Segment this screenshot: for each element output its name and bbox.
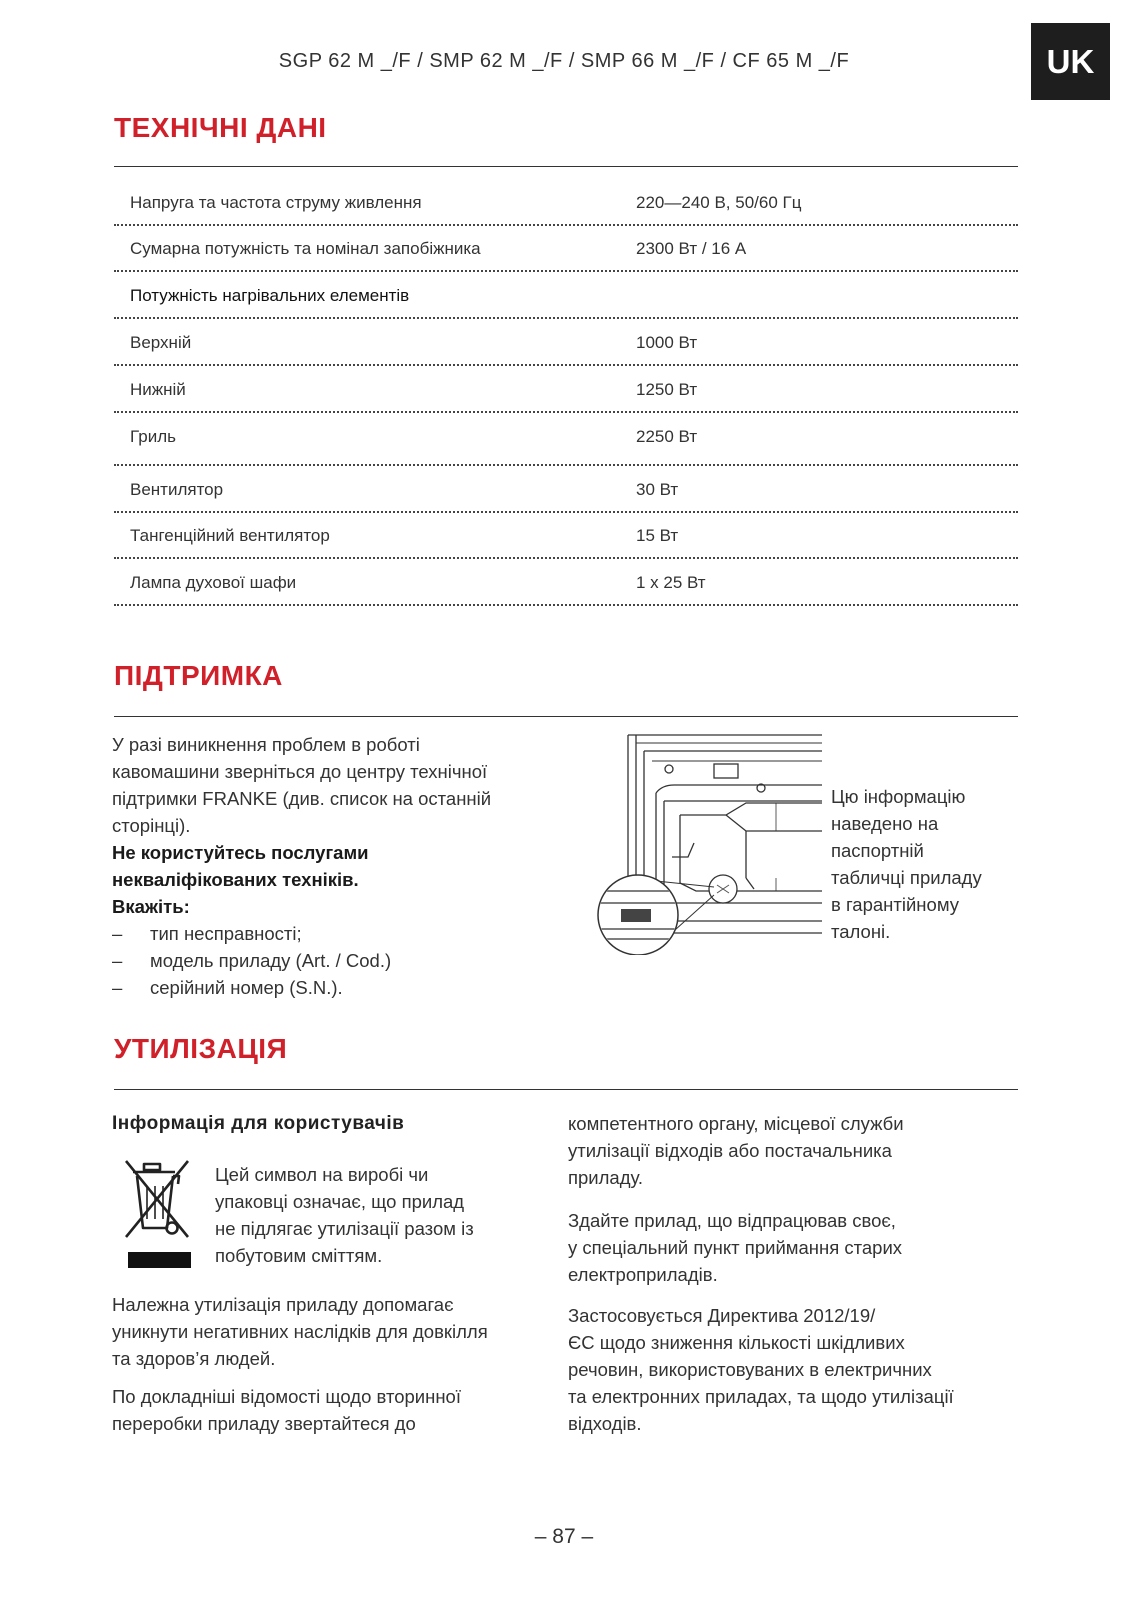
- list-item: [112, 920, 572, 947]
- text-line: відходів.: [568, 1413, 642, 1434]
- list-item-text: модель приладу (Art. / Cod.): [150, 950, 392, 971]
- disposal-paragraph: [112, 1291, 542, 1372]
- spec-row: [114, 317, 1018, 366]
- text-line: Застосовується Директива 2012/19/: [568, 1305, 876, 1326]
- spec-value: 220—240 В, 50/60 Гц: [636, 193, 802, 212]
- list-item: [112, 947, 572, 974]
- caption-line: талоні.: [831, 921, 891, 942]
- text-line: у спеціальний пункт приймання старих: [568, 1237, 903, 1258]
- symbol-description: [215, 1161, 535, 1269]
- text-line: утилізації відходів або постачальника: [568, 1140, 892, 1161]
- spec-row: [114, 464, 1018, 513]
- directive-paragraph: [568, 1302, 1018, 1437]
- text-line: підтримки FRANKE (див. список на останній: [112, 788, 492, 809]
- text-line: електроприладів.: [568, 1264, 718, 1285]
- list-dash: –: [112, 923, 123, 944]
- text-line: побутовим сміттям.: [215, 1245, 383, 1266]
- spec-value: 1 x 25 Вт: [636, 573, 706, 592]
- text-line: компетентного органу, місцевої служби: [568, 1113, 904, 1134]
- disposal-paragraph: [568, 1110, 1008, 1191]
- spec-label: Верхній: [130, 333, 192, 352]
- spec-value: 1000 Вт: [636, 333, 698, 352]
- specify-label: Вкажіть:: [112, 896, 190, 917]
- spec-label: Гриль: [130, 427, 176, 446]
- text-line: Належна утилізація приладу допомагає: [112, 1294, 454, 1315]
- text-line: упаковці означає, що прилад: [215, 1191, 465, 1212]
- caption-line: в гарантійному: [831, 894, 959, 915]
- spec-label: Напруга та частота струму живлення: [130, 193, 422, 212]
- section-divider: [114, 1089, 1018, 1090]
- tech-section-title: ТЕХНІЧНІ ДАНІ: [114, 112, 327, 143]
- text-line: сторінці).: [112, 815, 191, 836]
- text-line: У разі виникнення проблем в роботі: [112, 734, 420, 755]
- warning-line: некваліфікованих техніків.: [112, 869, 359, 890]
- page-number: – 87 –: [534, 1525, 594, 1548]
- list-dash: –: [112, 977, 123, 998]
- spec-label: Сумарна потужність та номінал запобіжника: [130, 239, 481, 258]
- caption-line: табличці приладу: [831, 867, 982, 888]
- disposal-section-title: УТИЛІЗАЦІЯ: [114, 1033, 288, 1064]
- text-line: та електронних приладах, та щодо утилізації: [568, 1386, 954, 1407]
- spec-value: 1250 Вт: [636, 380, 698, 399]
- header-models: SGP 62 M _/F / SMP 62 M _/F / SMP 66 M _/F / CF 65 M _/F: [278, 50, 850, 72]
- section-divider: [114, 166, 1018, 167]
- spec-group-label: Потужність нагрівальних елементів: [130, 286, 410, 305]
- text-line: речовин, використовуваних в електричних: [568, 1359, 932, 1380]
- spec-row: [114, 511, 1018, 559]
- list-item-text: тип несправності;: [150, 923, 302, 944]
- text-line: уникнути негативних наслідків для довкілля: [112, 1321, 488, 1342]
- text-line: приладу.: [568, 1167, 644, 1188]
- caption-line: наведено на: [831, 813, 939, 834]
- text-line: Здайте прилад, що відпрацював своє,: [568, 1210, 896, 1231]
- list-dash: –: [112, 950, 123, 971]
- text-line: кавомашини зверніться до центру технічної: [112, 761, 488, 782]
- list-item: [112, 974, 572, 1001]
- spec-value: 2300 Вт / 16 А: [636, 239, 747, 258]
- caption-line: паспортній: [831, 840, 924, 861]
- spec-row: [114, 178, 1018, 226]
- oven-rating-plate-illustration: [596, 733, 826, 955]
- support-text: [112, 731, 572, 1001]
- list-item-text: серійний номер (S.N.).: [150, 977, 343, 998]
- text-line: ЄС щодо зниження кількості шкідливих: [568, 1332, 905, 1353]
- support-section-title: ПІДТРИМКА: [114, 660, 283, 691]
- spec-row: [114, 411, 1018, 466]
- text-line: По докладніші відомості щодо вторинної: [112, 1386, 461, 1407]
- disposal-paragraph: [568, 1207, 1008, 1288]
- disposal-subtitle: Інформація для користувачів: [112, 1113, 405, 1134]
- spec-row: [114, 224, 1018, 272]
- text-line: та здоров’я людей.: [112, 1348, 276, 1369]
- text-line: Цей символ на виробі чи: [215, 1164, 429, 1185]
- warning-line: Не користуйтесь послугами: [112, 842, 369, 863]
- disposal-paragraph: [112, 1383, 542, 1437]
- spec-label: Тангенційний вентилятор: [130, 526, 330, 545]
- caption-line: Цю інформацію: [831, 786, 966, 807]
- text-line: не підлягає утилізації разом із: [215, 1218, 474, 1239]
- spec-row: [114, 364, 1018, 413]
- spec-value: 30 Вт: [636, 480, 679, 499]
- spec-label: Нижній: [130, 380, 186, 399]
- rating-plate-caption: [831, 783, 1021, 945]
- spec-row-heading: [114, 270, 1018, 319]
- spec-value: 2250 Вт: [636, 427, 698, 446]
- text-line: переробки приладу звертайтеся до: [112, 1413, 416, 1434]
- language-badge: UK: [1031, 23, 1110, 100]
- spec-label: Вентилятор: [130, 480, 224, 499]
- spec-label: Лампа духової шафи: [130, 573, 297, 592]
- spec-row: [114, 557, 1018, 606]
- spec-value: 15 Вт: [636, 526, 679, 545]
- crossed-out-wheelie-bin-icon: [120, 1157, 196, 1272]
- section-divider: [114, 716, 1018, 717]
